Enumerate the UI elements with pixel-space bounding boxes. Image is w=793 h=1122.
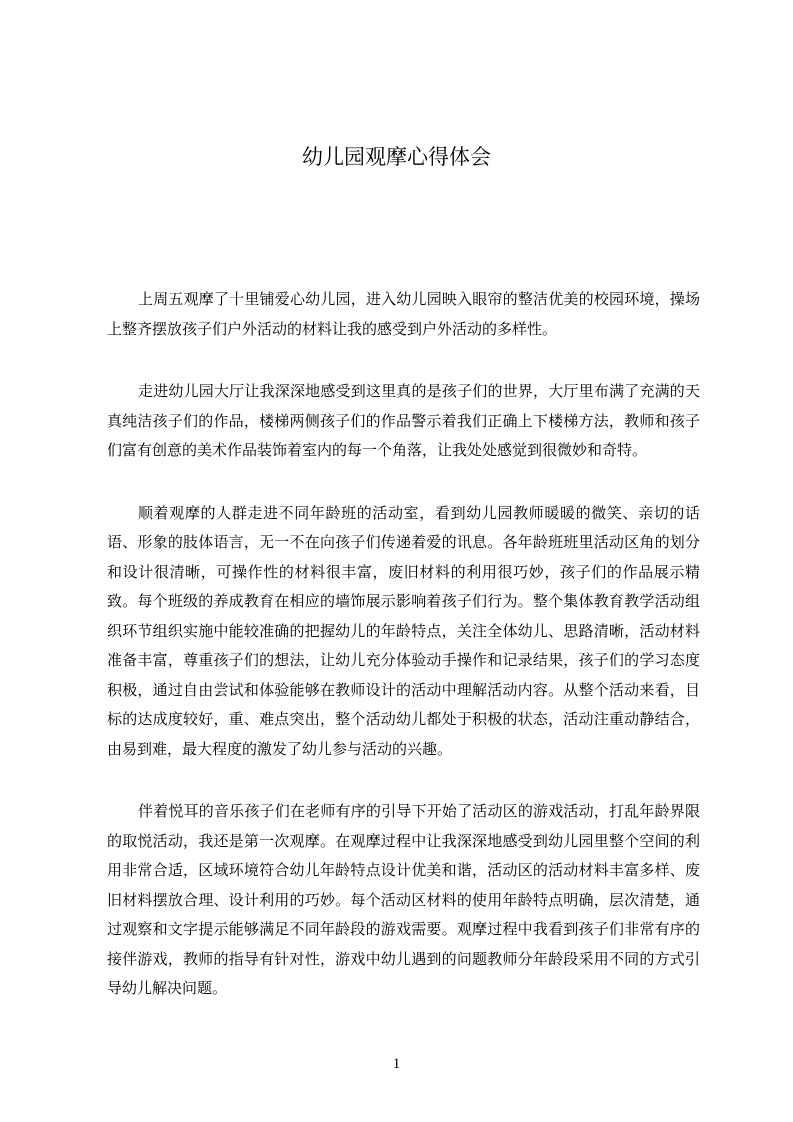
document-title: 幼儿园观摩心得体会 (302, 145, 491, 169)
paragraph-1: 上周五观摩了十里铺爱心幼儿园，进入幼儿园映入眼帘的整洁优美的校园环境，操场上整齐摆放孩子们户外活动的材料让我的感受到户外活动的多样性。 (107, 290, 700, 338)
paragraph-3: 顺着观摩的人群走进不同年龄班的活动室，看到幼儿园教师暖暖的微笑、亲切的话语、形象的肢体语言，无一不在向孩子们传递着爱的讯息。各年龄班班里活动区角的划分和设计很清晰，可操作性的材料很丰富，废旧材料的利用很巧妙，孩子们的作品展示精致。每个班级的养成教育在相应的墙饰展示影响着孩子们行为。整个集体教育教学活动组织环节组织实施中能较准确的把握幼儿的年龄特点，关注全体幼儿、思路清晰，活动材料准备丰富，尊重孩子们的想法，让幼儿充分体验动手操作和记录结果，孩子们的学习态度积极，通过自由尝试和体验能够在教师设计的活动中理解活动内容。从整个活动来看，目标的达成度较好，重、难点突出，整个活动幼儿都处于积极的状态，活动注重动静结合，由易到难，最大程度的激发了幼儿参与活动的兴趣。 (107, 503, 700, 758)
paragraph-2: 走进幼儿园大厅让我深深地感受到这里真的是孩子们的世界，大厅里布满了充满的天真纯洁孩子们的作品，楼梯两侧孩子们的作品警示着我们正确上下楼梯方法，教师和孩子们富有创意的美术作品装饰着室内的每一个角落，让我处处感觉到很微妙和奇特。 (107, 382, 700, 459)
page-number: 1 (392, 1056, 401, 1072)
document-body (107, 285, 700, 1037)
paragraph-4: 伴着悦耳的音乐孩子们在老师有序的引导下开始了活动区的游戏活动，打乱年龄界限的取悦活动，我还是第一次观摩。在观摩过程中让我深深地感受到幼儿园里整个空间的利用非常合适，区域环境符合幼儿年龄特点设计优美和谐，活动区的活动材料丰富多样、废旧材料摆放合理、设计利用的巧妙。每个活动区材料的使用年龄特点明确，层次清楚，通过观察和文字提示能够满足不同年龄段的游戏需要。观摩过程中我看到孩子们非常有序的接伴游戏，教师的指导有针对性，游戏中幼儿遇到的问题教师分年龄段采用不同的方式引导幼儿解决问题。 (107, 802, 700, 997)
